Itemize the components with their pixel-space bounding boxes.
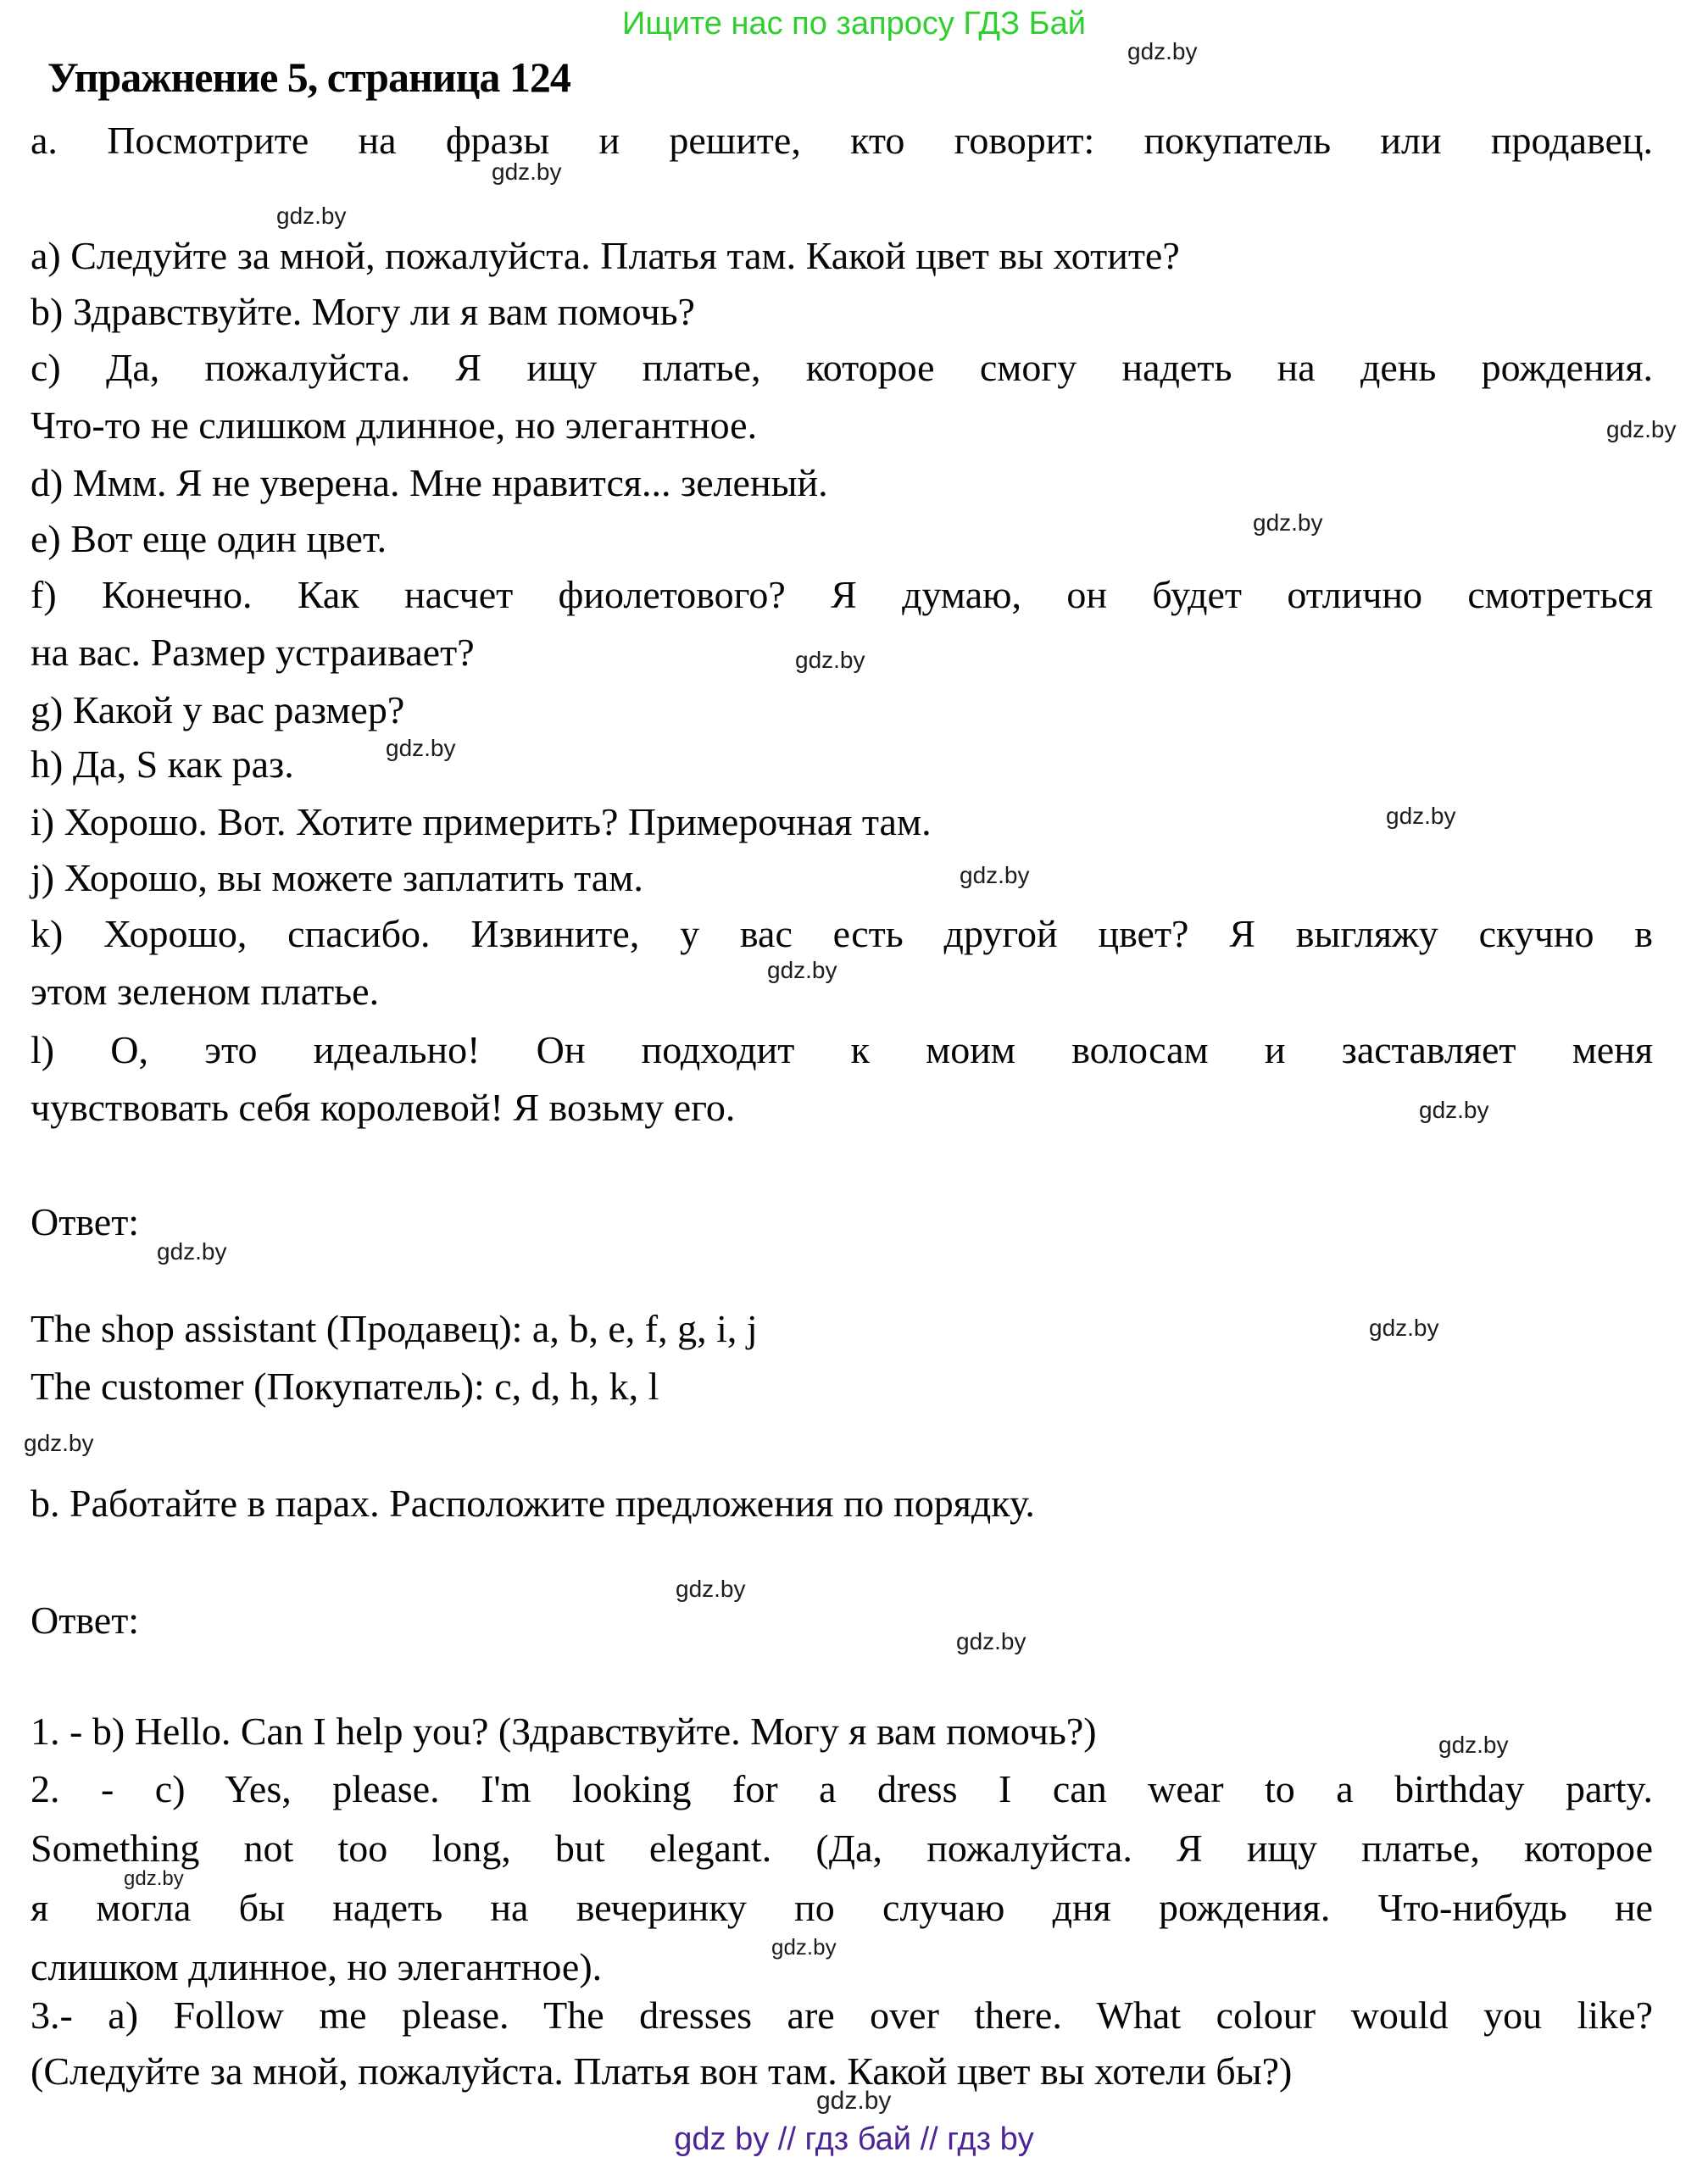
footer-watermark: gdz.by <box>816 2087 892 2115</box>
phrase-h-line: h) Да, S как раз. <box>31 742 294 786</box>
watermark: gdz.by <box>157 1238 227 1265</box>
phrase-b-line: b) Здравствуйте. Могу ли я вам помочь? <box>31 290 695 333</box>
phrase-k-line: этом зеленом платье. <box>31 970 380 1013</box>
phrase-i-line: i) Хорошо. Вот. Хотите примерить? Примерочная там. <box>31 800 932 843</box>
phrase-b <box>31 283 1653 341</box>
page-title: Упражнение 5, страница 124 <box>47 53 570 101</box>
answer-a-shop-assistant-line: The shop assistant (Продавец): a, b, e, f, g, i, j <box>31 1307 758 1350</box>
phrase-l <box>31 1021 1653 1137</box>
watermark: gdz.by <box>960 862 1030 888</box>
ordered-item-3-line: 3.- a) Follow me please. The dresses are over there. What colour would you like? <box>31 1993 1653 2037</box>
answer-b-label: Ответ: <box>31 1599 140 1642</box>
phrase-g-line: g) Какой у вас размер? <box>31 688 405 731</box>
phrase-l-line: чувствовать себя королевой! Я возьму его. <box>31 1086 736 1129</box>
watermark: gdz.by <box>276 203 347 229</box>
ordered-item-2 <box>31 1760 1653 1997</box>
watermark: gdz.by <box>1386 803 1456 829</box>
phrase-g <box>31 681 1653 739</box>
phrase-j <box>31 849 1653 907</box>
phrase-c-line: c) Да, пожалуйста. Я ищу платье, которое смогу надеть на день рождения. <box>31 346 1653 389</box>
ordered-item-1 <box>31 1702 1653 1761</box>
watermark: gdz.by <box>24 1430 94 1456</box>
answer-a-customer-line: The customer (Покупатель): c, d, h, k, l <box>31 1365 659 1408</box>
phrase-d-line: d) Ммм. Я не уверена. Мне нравится... зеленый. <box>31 461 828 504</box>
promo-banner <box>0 5 1708 42</box>
ordered-item-2-line: я могла бы надеть на вечеринку по случаю дня рождения. Что-нибудь не <box>31 1886 1653 1929</box>
watermark: gdz.by <box>676 1576 746 1602</box>
answer-a-label: Ответ: <box>31 1200 140 1243</box>
watermark: gdz.by <box>1369 1315 1439 1341</box>
ordered-item-3 <box>31 1988 1653 2099</box>
phrase-h <box>31 736 1653 793</box>
phrase-d <box>31 454 1653 512</box>
task-b-instruction: b. Работайте в парах. Расположите предложения по порядку. <box>31 1482 1035 1525</box>
watermark: gdz.by <box>1438 1732 1509 1758</box>
ordered-item-2-line: слишком длинное, но элегантное). <box>31 1945 603 1988</box>
watermark: gdz.by <box>1253 509 1323 536</box>
watermark: gdz.by <box>386 735 456 761</box>
watermark: gdz.by <box>795 647 865 673</box>
phrase-k-line: k) Хорошо, спасибо. Извините, у вас есть другой цвет? Я выгляжу скучно в <box>31 912 1653 955</box>
task-a-instruction: a. Посмотрите на фразы и решите, кто говорит: покупатель или продавец. <box>31 119 1653 162</box>
phrase-e-line: e) Вот еще один цвет. <box>31 517 387 560</box>
phrase-c <box>31 339 1653 454</box>
phrase-l-line: l) О, это идеально! Он подходит к моим волосам и заставляет меня <box>31 1028 1653 1071</box>
phrase-k <box>31 905 1653 1020</box>
phrase-j-line: j) Хорошо, вы можете заплатить там. <box>31 856 643 899</box>
phrase-c-line: Что-то не слишком длинное, но элегантное. <box>31 403 758 447</box>
watermark: gdz.by <box>956 1628 1026 1654</box>
footer-links: gdz by // гдз бай // гдз by <box>674 2121 1034 2157</box>
watermark: gdz.by <box>124 1867 184 1890</box>
watermark: gdz.by <box>771 1934 837 1960</box>
watermark: gdz.by <box>492 158 562 185</box>
phrase-f-line: на вас. Размер устраивает? <box>31 631 475 674</box>
watermark: gdz.by <box>1127 38 1198 64</box>
watermark: gdz.by <box>1419 1097 1489 1123</box>
phrase-a-line: a) Следуйте за мной, пожалуйста. Платья там. Какой цвет вы хотите? <box>31 234 1180 277</box>
phrase-a <box>31 227 1653 285</box>
watermark: gdz.by <box>1606 416 1677 442</box>
ordered-item-2-line: 2. - c) Yes, please. I'm looking for a dress I can wear to a birthday party. <box>31 1767 1653 1810</box>
promo-banner-text: Ищите нас по запросу ГДЗ Бай <box>622 6 1086 42</box>
phrase-e <box>31 510 1653 568</box>
ordered-item-1-line: 1. - b) Hello. Can I help you? (Здравствуйте. Могу я вам помочь?) <box>31 1710 1097 1753</box>
ordered-item-3-line: (Следуйте за мной, пожалуйста. Платья вон там. Какой цвет вы хотели бы?) <box>31 2049 1293 2093</box>
phrase-f-line: f) Конечно. Как насчет фиолетового? Я думаю, он будет отлично смотреться <box>31 573 1653 616</box>
watermark: gdz.by <box>767 957 837 983</box>
ordered-item-2-line: Something not too long, but elegant. (Да, пожалуйста. Я ищу платье, которое <box>31 1827 1653 1870</box>
